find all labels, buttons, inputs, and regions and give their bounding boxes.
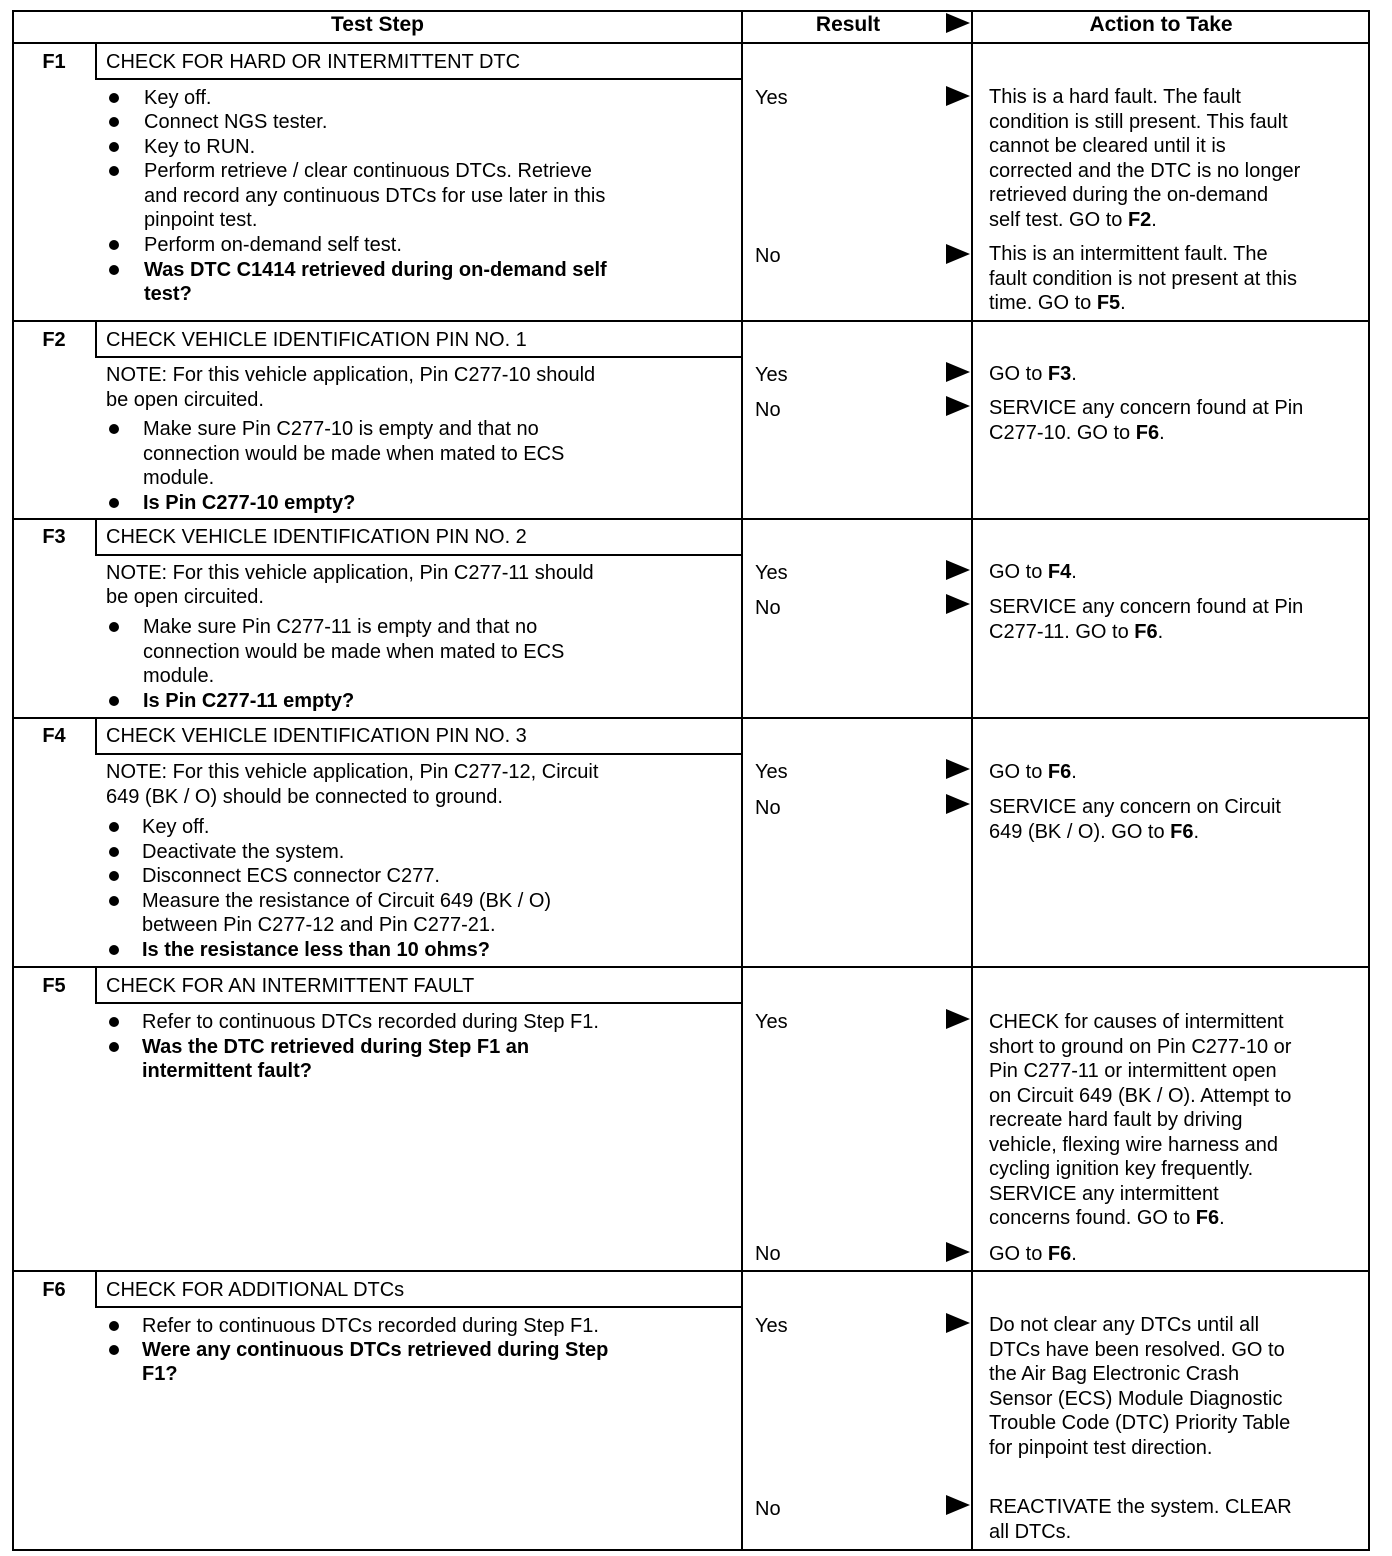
bullet-icon xyxy=(109,622,119,632)
bullet-icon xyxy=(109,498,119,508)
bullet-icon xyxy=(109,1017,119,1027)
result-yes: Yes xyxy=(755,761,788,783)
bullet-icon xyxy=(109,142,119,152)
step-note: be open circuited. xyxy=(106,389,264,411)
step-bullet-text: Key off. xyxy=(142,816,210,838)
action-text: GO to F3. xyxy=(989,363,1077,385)
step-id-divider xyxy=(95,520,97,556)
step-question: Was the DTC retrieved during Step F1 an xyxy=(142,1036,530,1058)
step-question: Is Pin C277-10 empty? xyxy=(143,492,356,514)
result-no: No xyxy=(755,399,781,421)
step-bullet-text: Refer to continuous DTCs recorded during Step F1. xyxy=(142,1315,599,1337)
step-note: NOTE: For this vehicle application, Pin C277-12, Circuit xyxy=(106,761,599,783)
step-id: F3 xyxy=(42,526,66,548)
header-test-step: Test Step xyxy=(331,13,424,36)
bullet-icon xyxy=(109,166,119,176)
step-title: CHECK FOR AN INTERMITTENT FAULT xyxy=(106,975,475,997)
section-divider-f3 xyxy=(12,518,1370,520)
arrow-icon xyxy=(946,1495,970,1515)
arrow-icon xyxy=(946,1313,970,1333)
step-bullet-text: connection would be made when mated to ECS xyxy=(143,641,565,663)
step-bullet-text: Key off. xyxy=(144,87,212,109)
result-no: No xyxy=(755,1243,781,1265)
action-text: GO to F6. xyxy=(989,1243,1077,1265)
bullet-icon xyxy=(109,847,119,857)
arrow-icon xyxy=(946,594,970,614)
bullet-icon xyxy=(109,696,119,706)
result-yes: Yes xyxy=(755,87,788,109)
table-border-right xyxy=(1368,10,1370,1551)
result-yes: Yes xyxy=(755,1011,788,1033)
step-question: test? xyxy=(144,283,192,305)
bullet-icon xyxy=(109,822,119,832)
header-bottom-rule xyxy=(12,42,1370,44)
action-text: CHECK for causes of intermittent short to ground on Pin C277-10 or Pin C277-11 or intermittent open on Circuit 649 (BK / O). Attempt to recreate hard fault by driving vehicle, flexing wire harness and cycling ignition key frequently. SERVICE any intermittent concerns found. GO to F6. xyxy=(989,1011,1292,1229)
step-id-divider xyxy=(95,322,97,358)
step-title-underline xyxy=(95,78,741,80)
step-title-underline xyxy=(95,554,741,556)
bullet-icon xyxy=(109,117,119,127)
section-divider-f4 xyxy=(12,717,1370,719)
step-bullet-text: Make sure Pin C277-10 is empty and that no xyxy=(143,418,539,440)
step-title: CHECK VEHICLE IDENTIFICATION PIN NO. 3 xyxy=(106,725,527,747)
step-title: CHECK FOR ADDITIONAL DTCs xyxy=(106,1279,405,1301)
step-bullet-text: pinpoint test. xyxy=(144,209,258,231)
step-bullet-text: Refer to continuous DTCs recorded during Step F1. xyxy=(142,1011,599,1033)
step-id: F6 xyxy=(42,1279,66,1301)
action-text: Do not clear any DTCs until all DTCs have been resolved. GO to the Air Bag Electronic Crash Sensor (ECS) Module Diagnostic Trouble Code (DTC) Priority Table for pinpoint test direction. xyxy=(989,1314,1291,1459)
header-result: Result xyxy=(815,13,881,36)
step-title-underline xyxy=(95,356,741,358)
step-id: F4 xyxy=(42,725,66,747)
bullet-icon xyxy=(109,93,119,103)
arrow-icon xyxy=(946,244,970,264)
bullet-icon xyxy=(109,1321,119,1331)
step-title-underline xyxy=(95,1002,741,1004)
action-text: SERVICE any concern found at Pin C277-10. GO to F6. xyxy=(989,397,1304,444)
step-bullet-text: Disconnect ECS connector C277. xyxy=(142,865,440,887)
step-bullet-text: Perform retrieve / clear continuous DTCs. Retrieve xyxy=(144,160,592,182)
action-text: REACTIVATE the system. CLEAR all DTCs. xyxy=(989,1496,1292,1543)
action-text: SERVICE any concern found at Pin C277-11. GO to F6. xyxy=(989,596,1304,643)
bullet-icon xyxy=(109,945,119,955)
step-id: F1 xyxy=(42,51,66,73)
table-border-top xyxy=(12,10,1370,12)
action-text: GO to F6. xyxy=(989,761,1077,783)
column-divider-result-action xyxy=(971,10,973,1551)
step-bullet-text: module. xyxy=(143,665,215,687)
step-question: Is Pin C277-11 empty? xyxy=(143,690,355,712)
table-border-bottom xyxy=(12,1549,1370,1551)
step-question: intermittent fault? xyxy=(142,1060,312,1082)
step-bullet-text: and record any continuous DTCs for use later in this xyxy=(144,185,606,207)
action-text: This is an intermittent fault. The fault condition is not present at this time. GO to F5. xyxy=(989,243,1297,314)
step-question: Was DTC C1414 retrieved during on-demand self xyxy=(144,259,607,281)
step-id-divider xyxy=(95,968,97,1004)
bullet-icon xyxy=(109,896,119,906)
step-id-divider xyxy=(95,1272,97,1308)
arrow-icon xyxy=(946,759,970,779)
result-no: No xyxy=(755,245,781,267)
step-title-underline xyxy=(95,753,741,755)
bullet-icon xyxy=(109,1345,119,1355)
arrow-icon xyxy=(946,1242,970,1262)
section-divider-f2 xyxy=(12,320,1370,322)
step-bullet-text: Key to RUN. xyxy=(144,136,256,158)
section-divider-f6 xyxy=(12,1270,1370,1272)
bullet-icon xyxy=(109,265,119,275)
step-question: Were any continuous DTCs retrieved during Step xyxy=(142,1339,609,1361)
bullet-icon xyxy=(109,1042,119,1052)
arrow-icon xyxy=(946,86,970,106)
action-text: SERVICE any concern on Circuit 649 (BK / O). GO to F6. xyxy=(989,796,1281,843)
column-divider-step-result xyxy=(741,10,743,1551)
step-bullet-text: module. xyxy=(143,467,215,489)
result-yes: Yes xyxy=(755,1315,788,1337)
result-no: No xyxy=(755,797,781,819)
step-bullet-text: connection would be made when mated to ECS xyxy=(143,443,565,465)
section-divider-f5 xyxy=(12,966,1370,968)
step-id: F5 xyxy=(42,975,66,997)
step-note: 649 (BK / O) should be connected to ground. xyxy=(106,786,503,808)
header-action: Action to Take xyxy=(1089,13,1233,36)
step-bullet-text: between Pin C277-12 and Pin C277-21. xyxy=(142,914,496,936)
result-no: No xyxy=(755,597,781,619)
action-text: GO to F4. xyxy=(989,561,1077,583)
arrow-icon xyxy=(946,794,970,814)
step-bullet-text: Measure the resistance of Circuit 649 (BK / O) xyxy=(142,890,552,912)
bullet-icon xyxy=(109,871,119,881)
result-yes: Yes xyxy=(755,562,788,584)
step-bullet-text: Make sure Pin C277-11 is empty and that no xyxy=(143,616,538,638)
step-title-underline xyxy=(95,1306,741,1308)
step-bullet-text: Perform on-demand self test. xyxy=(144,234,402,256)
step-bullet-text: Deactivate the system. xyxy=(142,841,345,863)
step-question: F1? xyxy=(142,1363,178,1385)
step-title: CHECK VEHICLE IDENTIFICATION PIN NO. 1 xyxy=(106,329,527,351)
step-id-divider xyxy=(95,719,97,755)
arrow-icon xyxy=(946,560,970,580)
table-border-left xyxy=(12,10,14,1551)
step-question: Is the resistance less than 10 ohms? xyxy=(142,939,490,961)
bullet-icon xyxy=(109,424,119,434)
arrow-icon xyxy=(946,13,970,33)
action-text: This is a hard fault. The fault condition is still present. This fault cannot be cleared until it is corrected and the DTC is no longer retrieved during the on-demand self test. GO to F2. xyxy=(989,86,1301,231)
bullet-icon xyxy=(109,240,119,250)
arrow-icon xyxy=(946,1009,970,1029)
result-yes: Yes xyxy=(755,364,788,386)
arrow-icon xyxy=(946,396,970,416)
step-title: CHECK FOR HARD OR INTERMITTENT DTC xyxy=(106,51,521,73)
arrow-icon xyxy=(946,362,970,382)
step-note: be open circuited. xyxy=(106,586,264,608)
step-bullet-text: Connect NGS tester. xyxy=(144,111,328,133)
step-id: F2 xyxy=(42,329,66,351)
result-no: No xyxy=(755,1498,781,1520)
step-id-divider xyxy=(95,44,97,80)
step-title: CHECK VEHICLE IDENTIFICATION PIN NO. 2 xyxy=(106,526,527,548)
step-note: NOTE: For this vehicle application, Pin C277-11 should xyxy=(106,562,594,584)
step-note: NOTE: For this vehicle application, Pin C277-10 should xyxy=(106,364,596,386)
